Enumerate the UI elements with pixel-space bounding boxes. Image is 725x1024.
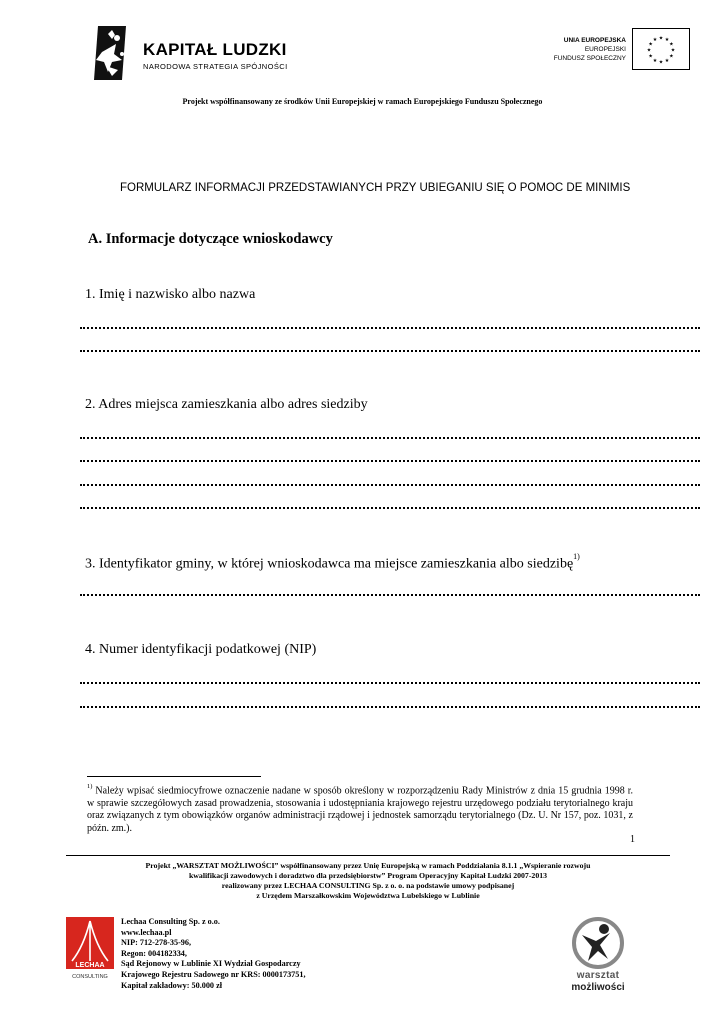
question-4-label: 4. Numer identyfikacji podatkowej (NIP)	[85, 642, 317, 657]
company-line: www.lechaa.pl	[121, 927, 172, 937]
warsztat-logo-text-1: warsztat	[576, 970, 620, 981]
footnote-text: Należy wpisać siedmiocyfrowe oznaczenie nadane w sposób określony w rozporządzeniu Rady Ministrów z dnia 15 grudnia 1998 r. w sprawie szczegółowych zasad prowadzenia, stosowania i udostępniania krajowego rejestru urzędowego podziału terytorialnego kraju oraz związanych z tym obowiązków organów administracji rządowej i jednostek samorządu terytorialnego (Dz. U. Nr 157, poz. 1031, z późn. zm.).	[87, 785, 634, 834]
question-3-footnote-ref: 1)	[573, 552, 580, 561]
question-3-label	[85, 552, 580, 573]
eu-star-icon: ★	[646, 48, 652, 54]
q1-answer-line-1[interactable]	[80, 327, 700, 329]
lechaa-logo-icon	[66, 917, 114, 981]
eu-star-icon: ★	[658, 36, 664, 42]
company-line: Regon: 004182334,	[121, 948, 187, 958]
eu-line-2: EUROPEJSKI	[584, 46, 626, 53]
q2-answer-line-3[interactable]	[80, 484, 700, 486]
eu-star-icon: ★	[648, 42, 653, 48]
footnote	[87, 782, 633, 835]
eu-star-icon: ★	[652, 58, 658, 64]
eu-flag-icon	[632, 28, 690, 70]
q2-answer-line-2[interactable]	[80, 460, 700, 462]
lechaa-logo-sub: CONSULTING	[72, 974, 108, 980]
q2-answer-line-4[interactable]	[80, 507, 700, 509]
q4-answer-line-1[interactable]	[80, 682, 700, 684]
company-details	[121, 917, 306, 991]
footer-line-3: realizowany przez LECHAA CONSULTING Sp. z o. o. na podstawie umowy podpisanej	[221, 881, 515, 890]
page-number: 1	[630, 834, 635, 845]
footer-project-info	[66, 861, 670, 901]
form-title: FORMULARZ INFORMACJI PRZEDSTAWIANYCH PRZY UBIEGANIU SIĘ O POMOC DE MINIMIS	[120, 182, 631, 194]
q1-answer-line-2[interactable]	[80, 350, 700, 352]
eu-star-icon: ★	[669, 54, 674, 60]
eu-line-1: UNIA EUROPEJSKA	[563, 37, 626, 44]
eu-star-icon: ★	[648, 54, 653, 60]
company-line: Sąd Rejonowy w Lublinie XI Wydział Gospodarczy	[121, 959, 301, 969]
kapital-ludzki-subtitle: NARODOWA STRATEGIA SPÓJNOŚCI	[143, 62, 288, 71]
company-line: NIP: 712-278-35-96,	[121, 938, 192, 948]
kapital-ludzki-title: KAPITAŁ LUDZKI	[143, 40, 287, 59]
footer-line-1: Projekt „WARSZTAT MOŻLIWOŚCI” współfinansowany przez Unię Europejską w ramach Poddziałania 8.1.1 „Wspieranie rozwoju	[145, 861, 591, 870]
company-line: Lechaa Consulting Sp. z o.o.	[121, 917, 220, 926]
warsztat-logo-icon	[564, 917, 632, 969]
eu-star-icon: ★	[652, 38, 658, 44]
q3-answer-line-1[interactable]	[80, 594, 700, 596]
question-2-label: 2. Adres miejsca zamieszkania albo adres siedziby	[85, 397, 368, 412]
company-line: Krajowego Rejestru Sadowego nr KRS: 0000173751,	[121, 969, 306, 979]
question-1-label: 1. Imię i nazwisko albo nazwa	[85, 287, 256, 302]
footnote-mark: 1)	[87, 783, 93, 790]
eu-star-icon: ★	[669, 42, 674, 48]
eu-logo-text	[540, 36, 626, 63]
section-a-title: A. Informacje dotyczące wnioskodawcy	[88, 231, 333, 247]
footnote-separator	[87, 776, 261, 777]
eu-star-icon: ★	[664, 58, 670, 64]
q2-answer-line-1[interactable]	[80, 437, 700, 439]
question-3-text: 3. Identyfikator gminy, w której wnioskodawca ma miejsce zamieszkania albo siedzibę	[85, 556, 574, 572]
eu-star-icon: ★	[670, 48, 676, 54]
cofinancing-note: Projekt współfinansowany ze środków Unii Europejskiej w ramach Europejskiego Funduszu Społecznego	[182, 97, 543, 106]
eu-line-3: FUNDUSZ SPOŁECZNY	[553, 55, 626, 62]
footer-line-2: kwalifikacji zawodowych i doradztwo dla przedsiębiorstw” Program Operacyjny Kapitał Ludzki 2007-2013	[188, 871, 548, 880]
eu-star-icon: ★	[664, 38, 670, 44]
q4-answer-line-2[interactable]	[80, 706, 700, 708]
lechaa-logo-name: LECHAA	[75, 962, 105, 969]
eu-star-icon: ★	[658, 60, 664, 66]
footer-separator	[66, 855, 670, 856]
company-line: Kapitał zakładowy: 50.000 zł	[121, 980, 222, 990]
footer-line-4: z Urzędem Marszałkowskim Województwa Lubelskiego w Lublinie	[256, 891, 480, 900]
warsztat-logo-text-2: możliwości	[571, 982, 625, 993]
